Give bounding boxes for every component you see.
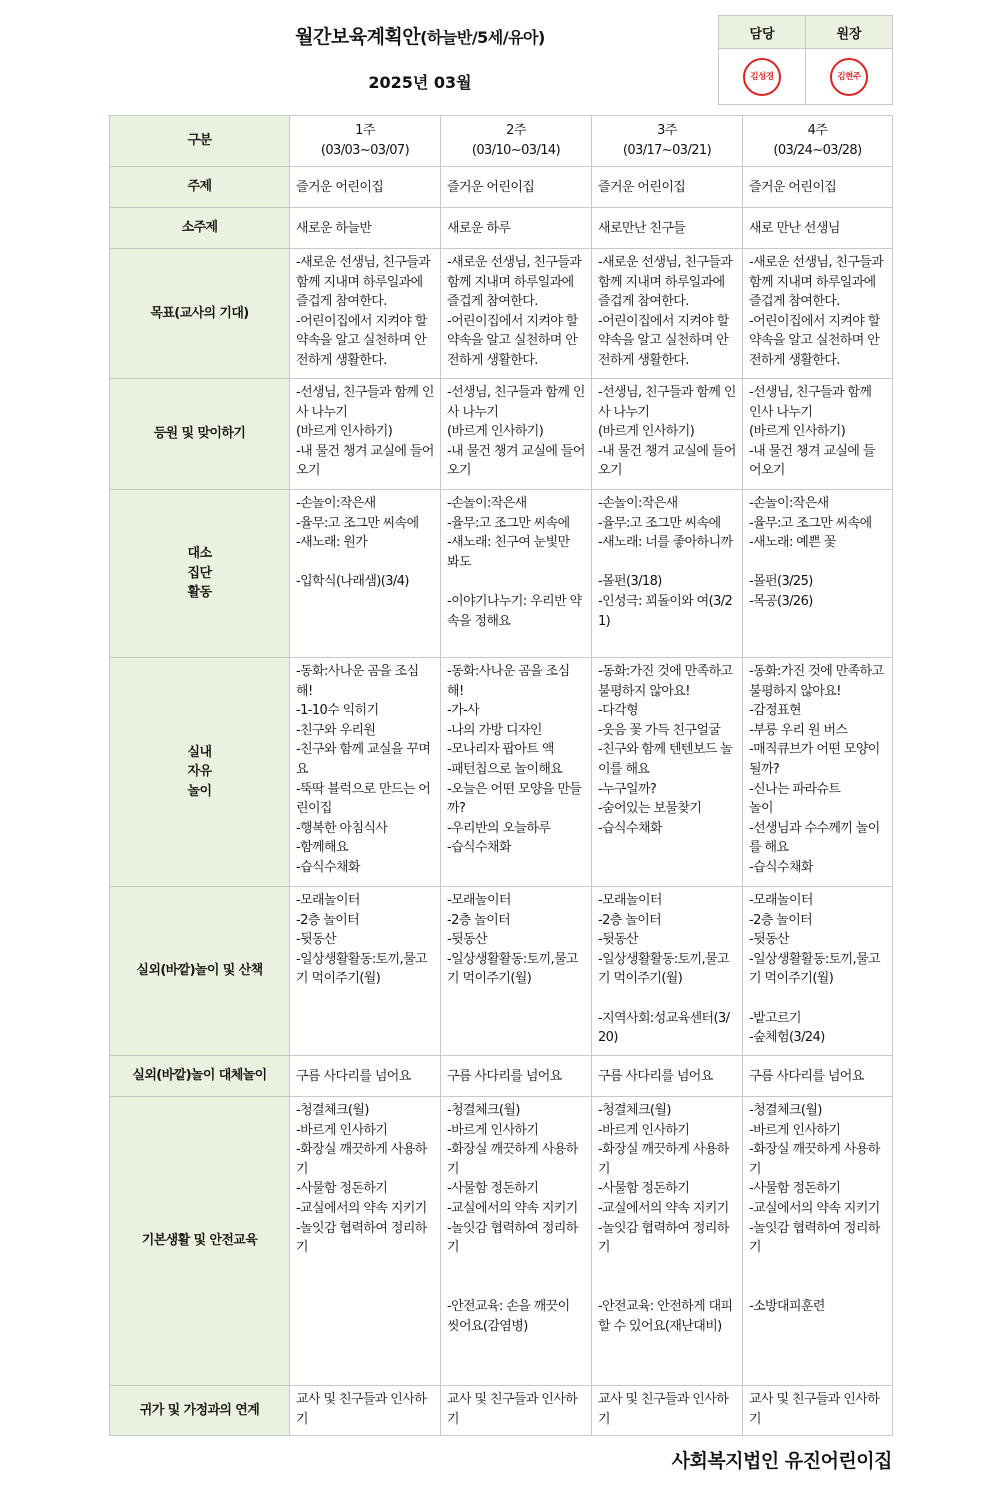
table-cell: -모래놀이터 -2층 놀이터 -뒷동산 -일상생활활동:토끼,물고기 먹이주기(월) — [290, 887, 441, 1056]
table-cell: 구름 사다리를 넘어요 — [743, 1056, 893, 1097]
table-cell: -손놀이:작은새 -율무:고 조그만 씨속에 -새노래: 친구여 눈빛만 봐도 -이야기나누기: 우리반 약속을 정해요 — [441, 490, 592, 658]
title-sub: (하늘반/5세/유아) — [420, 28, 545, 47]
plan-month: 2025년 03월 — [368, 73, 472, 92]
table-row — [110, 1056, 893, 1097]
week-range: (03/10~03/14) — [471, 143, 561, 158]
table-cell: -선생님, 친구들과 함께 인사 나누기 (바르게 인사하기) -내 물건 챙겨 교실에 들어오기 — [441, 379, 592, 490]
row-label-safety: 기본생활 및 안전교육 — [110, 1097, 290, 1386]
teacher-stamp: 김성경 — [743, 58, 781, 96]
table-cell: -모래놀이터 -2층 놀이터 -뒷동산 -일상생활활동:토끼,물고기 먹이주기(월) — [441, 887, 592, 1056]
week-header — [290, 116, 441, 167]
table-cell: 새로운 하루 — [441, 208, 592, 249]
row-label-alt-play: 실외(바깥)놀이 대체놀이 — [110, 1056, 290, 1097]
approval-sign-director — [806, 49, 893, 105]
row-label-group-activity: 대소 집단 활동 — [110, 490, 290, 658]
week-header — [743, 116, 893, 167]
row-label-goals: 목표(교사의 기대) — [110, 249, 290, 379]
table-cell: -선생님, 친구들과 함께 인사 나누기 (바르게 인사하기) -내 물건 챙겨 교실에 들어오기 — [743, 379, 893, 490]
table-row — [110, 887, 893, 1056]
approval-sign-teacher — [719, 49, 806, 105]
table-cell: 새로운 하늘반 — [290, 208, 441, 249]
week-name: 3주 — [657, 123, 677, 138]
table-cell: 즐거운 어린이집 — [743, 167, 893, 208]
table-cell: -새로운 선생님, 친구들과 함께 지내며 하루일과에 즐겁게 참여한다. -어린이집에서 지켜야 할 약속을 알고 실천하며 안전하게 생활한다. — [290, 249, 441, 379]
week-header — [592, 116, 743, 167]
table-cell: 즐거운 어린이집 — [290, 167, 441, 208]
row-label-indoor-play: 실내 자유 놀이 — [110, 658, 290, 887]
header-label: 구분 — [110, 116, 290, 167]
table-cell: -새로운 선생님, 친구들과 함께 지내며 하루일과에 즐겁게 참여한다. -어린이집에서 지켜야 할 약속을 알고 실천하며 안전하게 생활한다. — [592, 249, 743, 379]
page-title — [200, 22, 640, 49]
director-stamp: 김현주 — [830, 58, 868, 96]
table-cell: 구름 사다리를 넘어요 — [290, 1056, 441, 1097]
table-row — [110, 167, 893, 208]
approval-header-teacher: 담당 — [719, 16, 806, 49]
table-cell: -새로운 선생님, 친구들과 함께 지내며 하루일과에 즐겁게 참여한다. -어린이집에서 지켜야 할 약속을 알고 실천하며 안전하게 생활한다. — [743, 249, 893, 379]
row-label-arrival: 등원 및 맞이하기 — [110, 379, 290, 490]
row-label-outdoor-play: 실외(바깥)놀이 및 산책 — [110, 887, 290, 1056]
week-range: (03/17~03/21) — [622, 143, 712, 158]
table-row — [110, 490, 893, 658]
table-cell: -새로운 선생님, 친구들과 함께 지내며 하루일과에 즐겁게 참여한다. -어린이집에서 지켜야 할 약속을 알고 실천하며 안전하게 생활한다. — [441, 249, 592, 379]
table-cell: -손놀이:작은새 -율무:고 조그만 씨속에 -새노래: 예쁜 꽃 -몰펀(3/25) -목공(3/26) — [743, 490, 893, 658]
table-cell: -선생님, 친구들과 함께 인사 나누기 (바르게 인사하기) -내 물건 챙겨 교실에 들어오기 — [592, 379, 743, 490]
approval-header-director: 원장 — [806, 16, 893, 49]
table-cell: -청결체크(월) -바르게 인사하기 -화장실 깨끗하게 사용하기 -사물함 정돈하기 -교실에서의 약속 지키기 -놀잇감 협력하여 정리하기 -안전교육: 안전하게 대피할 수 있어요(재난대비) — [592, 1097, 743, 1386]
week-range: (03/03~03/07) — [320, 143, 410, 158]
table-cell: 구름 사다리를 넘어요 — [441, 1056, 592, 1097]
table-cell: -청결체크(월) -바르게 인사하기 -화장실 깨끗하게 사용하기 -사물함 정돈하기 -교실에서의 약속 지키기 -놀잇감 협력하여 정리하기 -소방대피훈련 — [743, 1097, 893, 1386]
week-range: (03/24~03/28) — [773, 143, 862, 158]
table-row — [110, 1386, 893, 1436]
table-row — [110, 379, 893, 490]
table-cell: -동화:사나운 곰을 조심해! -1-10수 익히기 -친구와 우리원 -친구와 함께 교실을 꾸며요 -뚝딱 블럭으로 만드는 어린이집 -행복한 아침식사 -함께해요 -습식수채화 — [290, 658, 441, 887]
table-cell: -손놀이:작은새 -율무:고 조그만 씨속에 -새노래: 너를 좋아하니까 -몰펀(3/18) -인성극: 꾀돌이와 여(3/21) — [592, 490, 743, 658]
table-cell: -청결체크(월) -바르게 인사하기 -화장실 깨끗하게 사용하기 -사물함 정돈하기 -교실에서의 약속 지키기 -놀잇감 협력하여 정리하기 — [290, 1097, 441, 1386]
table-cell: -동화:사나운 곰을 조심해! -가-사 -나의 가방 디자인 -모나리자 팝아트 액 -패턴칩으로 놀이해요 -오늘은 어떤 모양을 만들까? -우리반의 오늘하루 -습식수채화 — [441, 658, 592, 887]
table-row — [110, 249, 893, 379]
week-name: 1주 — [355, 123, 375, 138]
table-cell: 교사 및 친구들과 인사하기 — [592, 1386, 743, 1436]
table-row — [110, 658, 893, 887]
table-cell: 교사 및 친구들과 인사하기 — [441, 1386, 592, 1436]
row-label-subtheme: 소주제 — [110, 208, 290, 249]
table-cell: -모래놀이터 -2층 놀이터 -뒷동산 -일상생활활동:토끼,물고기 먹이주기(월) -지역사회:성교육센터(3/20) — [592, 887, 743, 1056]
approval-box — [718, 15, 893, 105]
organization-name: 사회복지법인 유진어린이집 — [671, 1450, 892, 1472]
table-cell: 즐거운 어린이집 — [592, 167, 743, 208]
table-row — [110, 208, 893, 249]
table-row — [110, 1097, 893, 1386]
title-main: 월간보육계획안 — [295, 26, 421, 48]
monthly-plan-table — [109, 115, 893, 1436]
table-cell: 구름 사다리를 넘어요 — [592, 1056, 743, 1097]
row-label-home-link: 귀가 및 가정과의 연계 — [110, 1386, 290, 1436]
table-cell: -모래놀이터 -2층 놀이터 -뒷동산 -일상생활활동:토끼,물고기 먹이주기(월) -밭고르기 -숲체험(3/24) — [743, 887, 893, 1056]
table-cell: -청결체크(월) -바르게 인사하기 -화장실 깨끗하게 사용하기 -사물함 정돈하기 -교실에서의 약속 지키기 -놀잇감 협력하여 정리하기 -안전교육: 손을 깨끗이 씻어요(감염병) — [441, 1097, 592, 1386]
table-header-row — [110, 116, 893, 167]
table-cell: 즐거운 어린이집 — [441, 167, 592, 208]
table-cell: -손놀이:작은새 -율무:고 조그만 씨속에 -새노래: 원가 -입학식(나래샘)(3/4) — [290, 490, 441, 658]
table-cell: 새로 만난 선생님 — [743, 208, 893, 249]
table-cell: -동화:가진 것에 만족하고 불평하지 않아요! -다각형 -웃음 꽃 가득 친구얼굴 -친구와 함께 텐텐보드 놀이를 해요 -누구일까? -숨어있는 보물찾기 -습식수채화 — [592, 658, 743, 887]
table-cell: -동화:가진 것에 만족하고 불평하지 않아요! -감정표현 -부릉 우리 원 버스 -매직큐브가 어떤 모양이 될까? -신나는 파라슈트 놀이 -선생님과 수수께끼 놀이를 해요 -습식수채화 — [743, 658, 893, 887]
week-name: 2주 — [506, 123, 526, 138]
row-label-theme: 주제 — [110, 167, 290, 208]
table-cell: -선생님, 친구들과 함께 인사 나누기 (바르게 인사하기) -내 물건 챙겨 교실에 들어오기 — [290, 379, 441, 490]
week-header — [441, 116, 592, 167]
table-cell: 교사 및 친구들과 인사하기 — [743, 1386, 893, 1436]
table-cell: 교사 및 친구들과 인사하기 — [290, 1386, 441, 1436]
table-cell: 새로만난 친구들 — [592, 208, 743, 249]
week-name: 4주 — [807, 123, 828, 138]
